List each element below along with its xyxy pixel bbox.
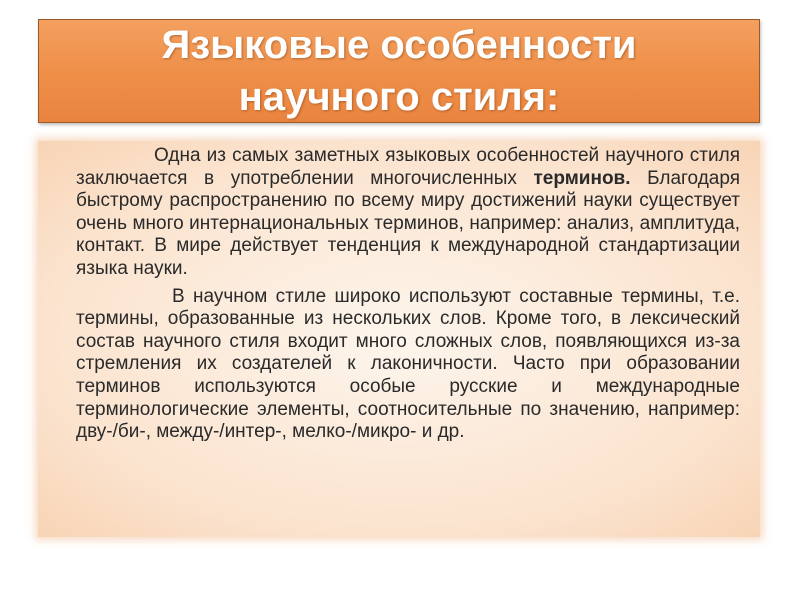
- paragraph-terms: [76, 145, 740, 281]
- paragraph-terms-text-end: Благодаря быстрому распространению по всему миру достижений науки существует очень много интернациональных терминов, например: анализ, амплитуда, контакт. В мире действует тенденция к международной стандартизации языка науки.: [76, 167, 740, 279]
- content-panel: [38, 141, 760, 537]
- slide-title: Языковые особенности научного стиля:: [161, 23, 637, 119]
- paragraph-terms-text-start: Одна из самых заметных языковых особенностей научного стиля заключается в употреблении многочисленных: [76, 145, 740, 189]
- paragraph-compound-terms: В научном стиле широко используют составные термины, т.е. термины, образованные из нескольких слов. Кроме того, в лексический состав научного стиля входит много сложных слов, появляющихся из-за стремления их создателей к лаконичности. Часто при образовании терминов используются особые русские и международные терминологические элементы, соотносительные по значению, например: дву-/би-, между-/интер-, мелко-/микро- и др.: [76, 285, 740, 443]
- keyword-terms: терминов.: [533, 167, 631, 189]
- title-banner: [38, 19, 760, 123]
